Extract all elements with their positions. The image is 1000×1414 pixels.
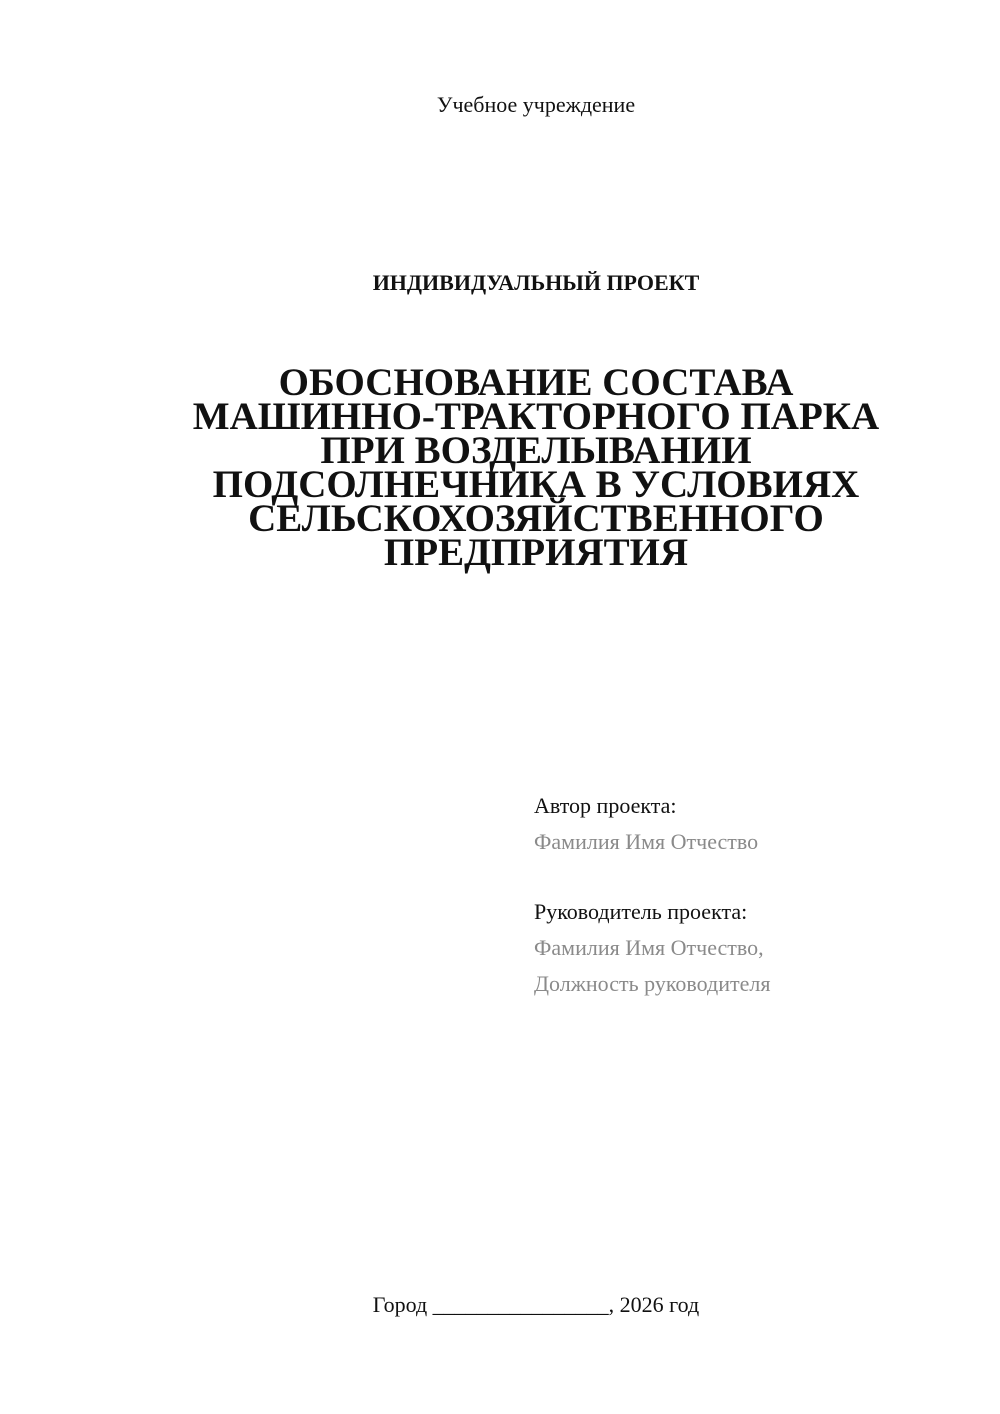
supervisor-name: Фамилия Имя Отчество, [534, 935, 764, 960]
authors-block [534, 788, 974, 1002]
institution-name: Учебное учреждение [436, 92, 636, 117]
title-line: ПРЕДПРИЯТИЯ [383, 531, 689, 574]
title-line: СЕЛЬСКОХОЗЯЙСТВЕННОГО [248, 497, 824, 540]
title-line: ПРИ ВОЗДЕЛЫВАНИИ [320, 429, 752, 472]
supervisor-position: Должность руководителя [534, 971, 771, 996]
supervisor-label: Руководитель проекта: [534, 899, 748, 924]
project-title [150, 361, 922, 574]
author-name: Фамилия Имя Отчество [534, 829, 759, 854]
title-line: ПОДСОЛНЕЧНИКА В УСЛОВИЯХ [212, 463, 860, 506]
project-type-heading: ИНДИВИДУАЛЬНЫЙ ПРОЕКТ [372, 270, 700, 295]
title-line: МАШИННО-ТРАКТОРНОГО ПАРКА [192, 395, 880, 438]
spacer [534, 860, 974, 894]
title-line: ОБОСНОВАНИЕ СОСТАВА [278, 361, 794, 404]
author-label: Автор проекта: [534, 793, 677, 818]
city-year-line: Город ________________, 2026 год [372, 1292, 700, 1317]
